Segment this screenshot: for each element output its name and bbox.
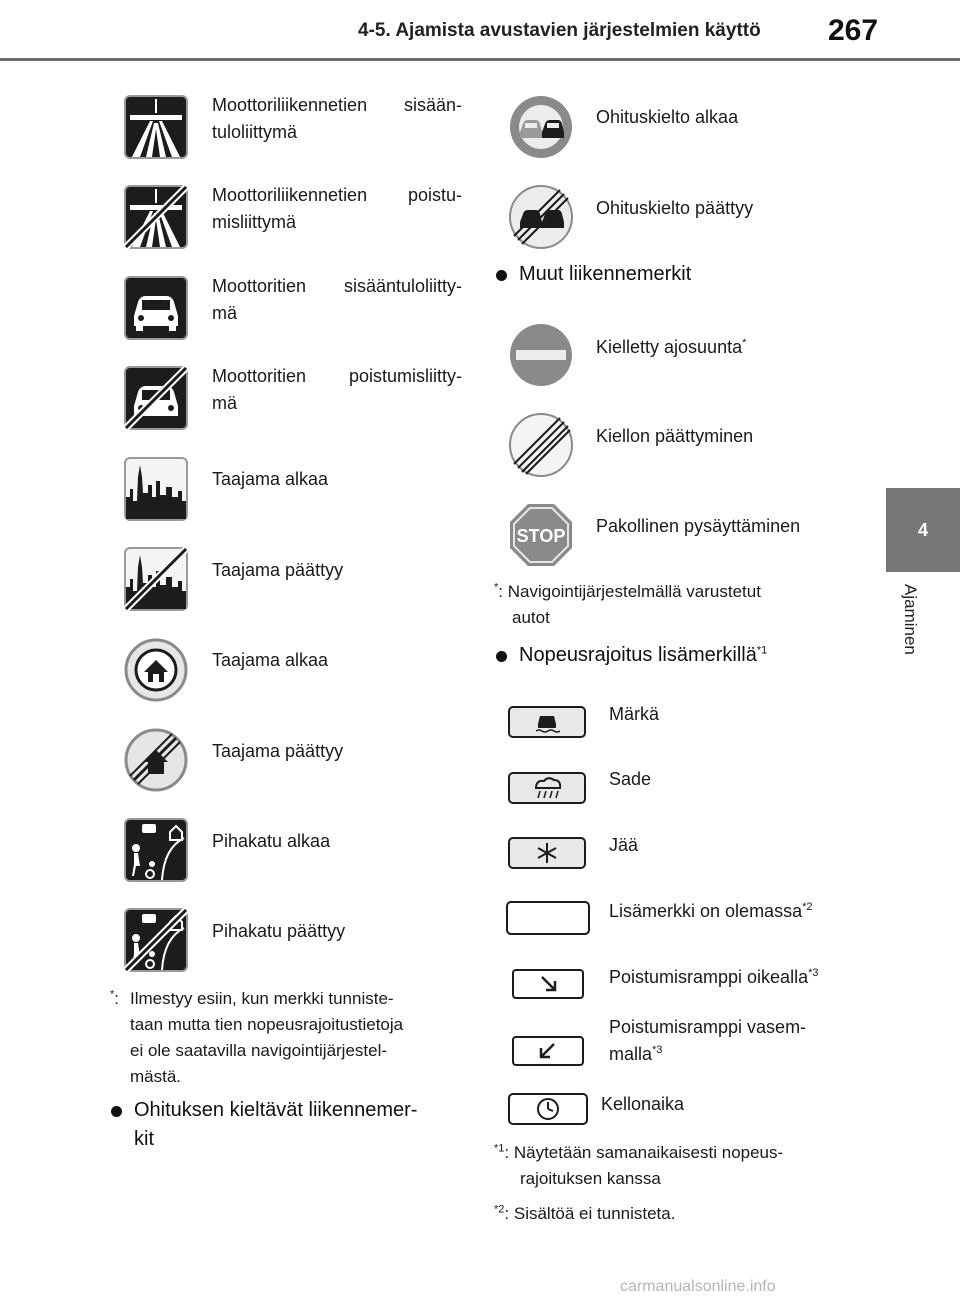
chapter-label: Ajaminen: [901, 584, 920, 655]
ice-plate-icon: [508, 837, 586, 869]
bullet-icon: [496, 651, 507, 662]
sign-label-end-no-overtaking: Ohituskielto päättyy: [596, 198, 754, 218]
clock-time-plate-icon: [508, 1093, 588, 1125]
sign-label-living-street-end: Pihakatu päättyy: [212, 921, 346, 941]
motorway-exit-sign-icon: [124, 185, 188, 249]
sign-label-motorway-exit: Moottoriliikennetien poistu- misliittymä: [212, 185, 462, 232]
living-street-end-sign-icon: [124, 908, 188, 972]
footnote-navigation: *: Navigointijärjestelmällä varustetut autot: [494, 581, 761, 627]
sign-label-time: Kellonaika: [601, 1094, 685, 1114]
sign-label-living-street-start: Pihakatu alkaa: [212, 831, 331, 851]
built-up-area-start-round-sign-icon: [124, 638, 188, 702]
sign-label-built-up-end-round: Taajama päättyy: [212, 741, 344, 761]
heading-overtaking-signs: Ohituksen kieltävät liikennemer- kit: [134, 1099, 418, 1150]
sign-label-no-entry: Kielletty ajosuunta*: [596, 337, 747, 357]
watermark: carmanualsonline.info: [620, 1278, 776, 1295]
sign-label-plate-present: Lisämerkki on olemassa$^{*2}$: [609, 901, 813, 921]
sign-label-exit-right: Poistumisramppi oikealla$^{*3}$: [609, 967, 819, 987]
footnote-content-unrecognized: $^{*2}$: Sisältöä ei tunnisteta.: [494, 1203, 676, 1223]
sign-label-rain: Sade: [609, 769, 652, 789]
sign-label-built-up-start: Taajama alkaa: [212, 469, 329, 489]
sign-label-built-up-start-round: Taajama alkaa: [212, 650, 329, 670]
heading-speed-supplementary: Nopeusrajoitus lisämerkillä$^{*1}$: [519, 644, 768, 666]
bullet-icon: [496, 270, 507, 281]
heading-other-signs: Muut liikennemerkit: [519, 263, 692, 285]
sign-label-wet: Märkä: [609, 704, 660, 724]
living-street-start-sign-icon: [124, 818, 188, 882]
no-entry-sign-icon: [508, 322, 574, 388]
sign-label-no-overtaking: Ohituskielto alkaa: [596, 107, 739, 127]
sign-label-end-of-restrictions: Kiellon päättyminen: [596, 426, 754, 446]
built-up-area-end-round-sign-icon: [124, 728, 188, 792]
wet-road-plate-icon: [508, 706, 586, 738]
end-of-restrictions-sign-icon: [508, 412, 574, 478]
bullet-icon: [111, 1106, 122, 1117]
page-number: 267: [828, 14, 879, 47]
sign-label-exit-left: Poistumisramppi vasem- malla$^{*3}$: [609, 1017, 807, 1064]
chapter-tab[interactable]: 4: [886, 488, 960, 572]
sign-label-stop: Pakollinen pysäyttäminen: [596, 516, 801, 536]
exit-ramp-left-plate-icon: [512, 1036, 584, 1066]
sign-label-motorway-entry: Moottoriliikennetien sisään- tuloliittymä: [212, 95, 462, 142]
sign-label-expressway-exit: Moottoritien poistumisliitty- mä: [212, 366, 462, 413]
blank-plate-icon: [506, 901, 590, 935]
header-divider: [0, 58, 960, 61]
sign-label-built-up-end: Taajama päättyy: [212, 560, 344, 580]
built-up-area-end-sign-icon: [124, 547, 188, 611]
sign-label-expressway-entry: Moottoritien sisääntuloliitty- mä: [212, 276, 462, 323]
section-title: 4-5. Ajamista avustavien järjestelmien käyttö: [358, 20, 761, 41]
built-up-area-start-sign-icon: [124, 457, 188, 521]
motorway-entry-sign-icon: [124, 95, 188, 159]
stop-sign-icon: [508, 502, 574, 568]
end-no-overtaking-sign-icon: [508, 184, 574, 250]
no-overtaking-sign-icon: [508, 94, 574, 160]
expressway-exit-sign-icon: [124, 366, 188, 430]
stop-sign-text: STOP: [516, 526, 566, 546]
footnote-simultaneous: $^{*1}$: Näytetään samanaikaisesti nopeus- rajoituksen kanssa: [494, 1142, 784, 1188]
exit-ramp-right-plate-icon: [512, 969, 584, 999]
expressway-entry-sign-icon: [124, 276, 188, 340]
rain-plate-icon: [508, 772, 586, 804]
sign-label-ice: Jää: [609, 835, 639, 855]
